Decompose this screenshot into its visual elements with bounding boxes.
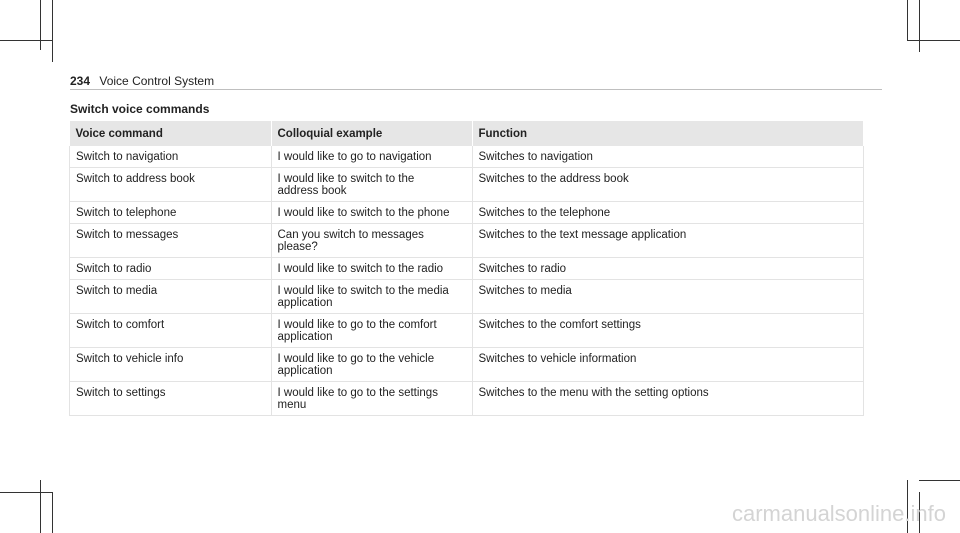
crop-mark	[0, 40, 52, 41]
table-row	[70, 382, 864, 416]
table-cell: Switch to vehicle info	[70, 348, 272, 382]
voice-commands-table	[69, 121, 864, 416]
table-row	[70, 224, 864, 258]
table-cell: Switch to address book	[70, 168, 272, 202]
table-cell: Switches to the address book	[472, 168, 864, 202]
header-divider	[70, 89, 882, 90]
table-row	[70, 168, 864, 202]
table-cell: Switch to radio	[70, 258, 272, 280]
table-row	[70, 202, 864, 224]
table-cell: Switches to the telephone	[472, 202, 864, 224]
table-cell: Switches to radio	[472, 258, 864, 280]
section-name: Voice Control System	[99, 74, 215, 88]
page-header	[70, 74, 214, 88]
table-row	[70, 258, 864, 280]
table-cell: Switch to media	[70, 280, 272, 314]
table-cell: Switch to messages	[70, 224, 272, 258]
crop-mark	[40, 480, 41, 533]
column-header: Function	[472, 121, 864, 146]
crop-mark	[0, 492, 52, 493]
column-header: Voice command	[70, 121, 272, 146]
table-cell: I would like to switch to the radio	[271, 258, 472, 280]
table-cell: Switches to the comfort settings	[472, 314, 864, 348]
table-row	[70, 280, 864, 314]
table-cell: Switch to telephone	[70, 202, 272, 224]
column-header: Colloquial example	[271, 121, 472, 146]
table-cell: I would like to switch to the address book	[271, 168, 472, 202]
table-cell: I would like to go to the settings menu	[271, 382, 472, 416]
table-cell: I would like to go to navigation	[271, 146, 472, 168]
table-cell: I would like to switch to the media application	[271, 280, 472, 314]
table-header-row	[70, 121, 864, 146]
crop-mark	[919, 480, 960, 481]
crop-mark	[907, 0, 908, 40]
crop-mark	[52, 0, 53, 62]
table-cell: Switch to comfort	[70, 314, 272, 348]
crop-mark	[907, 40, 960, 41]
table-cell: I would like to go to the vehicle application	[271, 348, 472, 382]
crop-mark	[40, 0, 41, 50]
watermark: carmanualsonline.info	[731, 501, 946, 526]
table-cell: Can you switch to messages please?	[271, 224, 472, 258]
table-cell: Switches to media	[472, 280, 864, 314]
page-title: Switch voice commands	[70, 102, 210, 116]
table-row	[70, 314, 864, 348]
table-cell: Switches to the menu with the setting options	[472, 382, 864, 416]
table-cell: Switches to vehicle information	[472, 348, 864, 382]
table-row	[70, 146, 864, 168]
crop-mark	[52, 492, 53, 533]
table-row	[70, 348, 864, 382]
table-cell: Switches to navigation	[472, 146, 864, 168]
table-cell: Switch to navigation	[70, 146, 272, 168]
table-cell: I would like to go to the comfort application	[271, 314, 472, 348]
table-cell: Switch to settings	[70, 382, 272, 416]
table-cell: I would like to switch to the phone	[271, 202, 472, 224]
table-cell: Switches to the text message application	[472, 224, 864, 258]
crop-mark	[919, 0, 920, 52]
page-number: 234	[70, 74, 91, 88]
